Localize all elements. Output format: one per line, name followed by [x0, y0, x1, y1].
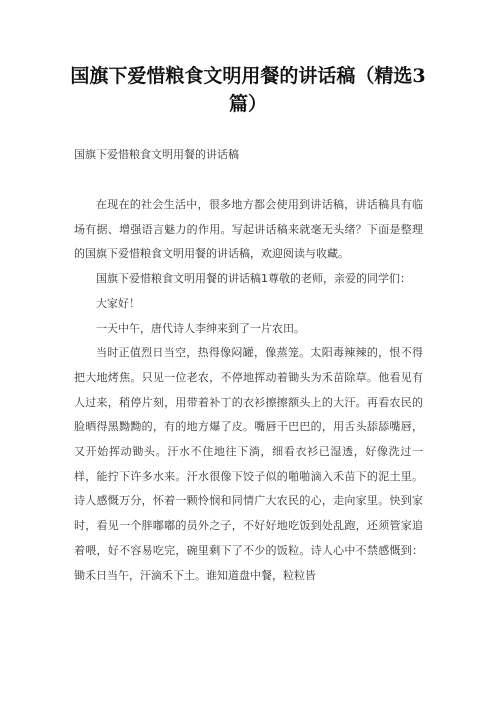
document-body: [74, 193, 423, 588]
paragraph: 大家好！: [96, 296, 140, 310]
document-subtitle: 国旗下爱惜粮食文明用餐的讲话稿: [74, 148, 239, 161]
paragraph: 在现在的社会生活中，很多地方都会使用到讲话稿，讲话稿具有临场有据、增强语言魅力的作用。写起讲话稿来就毫无头绪？下面是整理的国旗下爱惜粮食文明用餐的讲话稿，欢迎阅读与收藏。: [74, 198, 423, 261]
paragraph: 国旗下爱惜粮食文明用餐的讲话稿1尊敬的老师，亲爱的同学们：: [96, 272, 411, 286]
document-title: 国旗下爱惜粮食文明用餐的讲话稿（精选3篇）: [70, 65, 426, 115]
paragraph: 当时正值烈日当空，热得像闷罐，像蒸笼。太阳毒辣辣的，恨不得把大地烤焦。只见一位老农，不停地挥动着锄头为禾苗除草。他看见有人过来，稍停片刻，用带着补丁的衣衫擦擦额头上的大汗。再看农民的脸晒得黑黝黝的，有的地方爆了皮。嘴唇干巴巴的，用舌头舔舔嘴唇，又开始挥动锄头。汗水不住地往下淌，细看衣衫已湿透，好像洗过一样，能拧下许多水来。汗水很像下饺子似的啪啪滴入禾苗下的泥土里。诗人感慨万分，怀着一颗怜悯和同情广大农民的心，走向家里。快到家时，看见一个胖嘟嘟的员外之子，不好好地吃饭到处乱跑，还须管家追着喂，好不容易吃完，碗里剩下了不少的饭粒。诗人心中不禁感慨到：锄禾日当午，汗滴禾下土。谁知道盘中餐，粒粒皆: [74, 346, 423, 582]
paragraph: 一天中午，唐代诗人李绅来到了一片农田。: [96, 321, 305, 335]
